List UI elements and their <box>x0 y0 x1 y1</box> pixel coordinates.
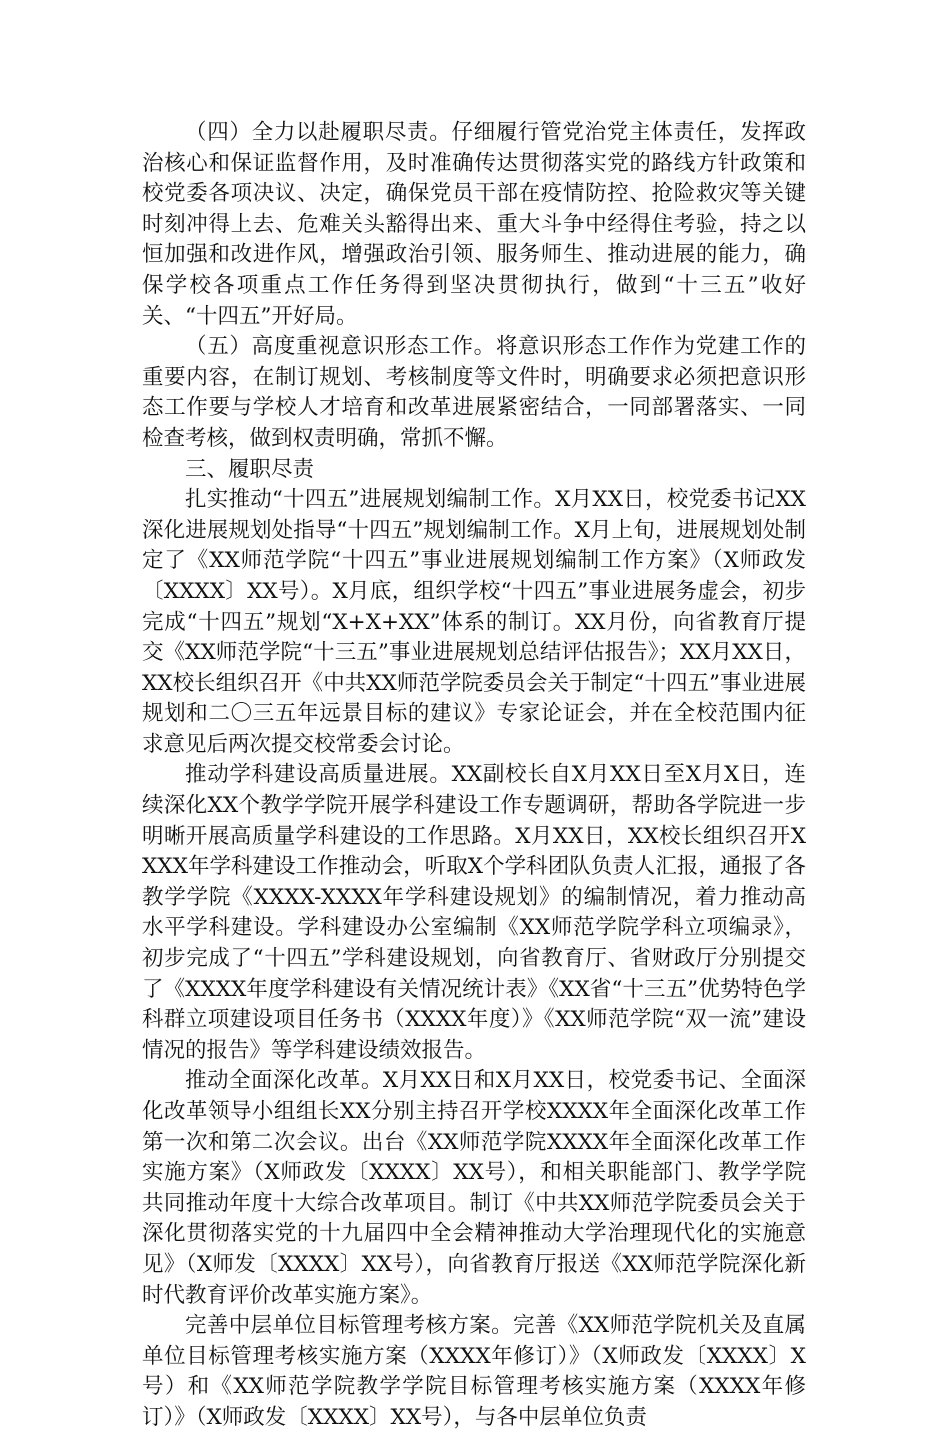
document-page <box>142 118 806 1434</box>
section-heading-duties: 三、履职尽责 <box>185 456 315 482</box>
paragraph-assessment: 完善中层单位目标管理考核方案。完善《XX师范学院机关及直属单位目标管理考核实施方案（XXXX年修订）》（X师政发〔XXXX〕X号）和《XX师范学院教学学院目标管理考核实施方案（XXXX年修订）》（X师政发〔XXXX〕XX号），与各中层单位负责 <box>142 1313 806 1430</box>
paragraph-planning: 扎实推动“十四五”进展规划编制工作。X月XX日，校党委书记XX深化进展规划处指导“十四五”规划编制工作。X月上旬，进展规划处制定了《XX师范学院“十四五”事业进展规划编制工作方案》（X师政发〔XXXX〕XX号）。X月底，组织学校“十四五”事业进展务虚会，初步完成“十四五”规划“X+X+XX”体系的制订。XX月份，向省教育厅提交《XX师范学院“十三五”事业进展规划总结评估报告》；XX月XX日，XX校长组织召开《中共XX师范学院委员会关于制定“十四五”事业进展规划和二〇三五年远景目标的建议》专家论证会，并在全校范围内征求意见后两次提交校常委会讨论。 <box>142 487 806 757</box>
paragraph-ideology-work: （五）高度重视意识形态工作。将意识形态工作作为党建工作的重要内容，在制订规划、考核制度等文件时，明确要求必须把意识形态工作要与学校人才培育和改革进展紧密结合，一同部署落实、一同检查考核，做到权责明确，常抓不懈。 <box>142 334 806 451</box>
paragraph-reform: 推动全面深化改革。X月XX日和X月XX日，校党委书记、全面深化改革领导小组组长XX分别主持召开学校XXXX年全面深化改革工作第一次和第二次会议。出台《XX师范学院XXXX年全面深化改革工作实施方案》（X师政发〔XXXX〕XX号），和相关职能部门、教学学院共同推动年度十大综合改革项目。制订《中共XX师范学院委员会关于深化贯彻落实党的十九届四中全会精神推动大学治理现代化的实施意见》（X师发〔XXXX〕XX号），向省教育厅报送《XX师范学院深化新时代教育评价改革实施方案》。 <box>142 1068 806 1308</box>
paragraph-party-duty: （四）全力以赴履职尽责。仔细履行管党治党主体责任，发挥政治核心和保证监督作用，及时准确传达贯彻落实党的路线方针政策和校党委各项决议、决定，确保党员干部在疫情防控、抢险救灾等关键时刻冲得上去、危难关头豁得出来、重大斗争中经得住考验，持之以恒加强和改进作风，增强政治引领、服务师生、推动进展的能力，确保学校各项重点工作任务得到坚决贯彻执行，做到“十三五”收好关、“十四五”开好局。 <box>142 120 806 329</box>
paragraph-discipline-construction: 推动学科建设高质量进展。XX副校长自X月XX日至X月X日，连续深化XX个教学学院开展学科建设工作专题调研，帮助各学院进一步明晰开展高质量学科建设的工作思路。X月XX日，XX校长组织召开XXXX年学科建设工作推动会，听取X个学科团队负责人汇报，通报了各教学学院《XXXX-XXXX年学科建设规划》的编制情况，着力推动高水平学科建设。学科建设办公室编制《XX师范学院学科立项编录》，初步完成了“十四五”学科建设规划，向省教育厅、省财政厅分别提交了《XXXX年度学科建设有关情况统计表》《XX省“十三五”优势特色学科群立项建设项目任务书（XXXX年度）》《XX师范学院“双一流”建设情况的报告》等学科建设绩效报告。 <box>142 762 806 1063</box>
